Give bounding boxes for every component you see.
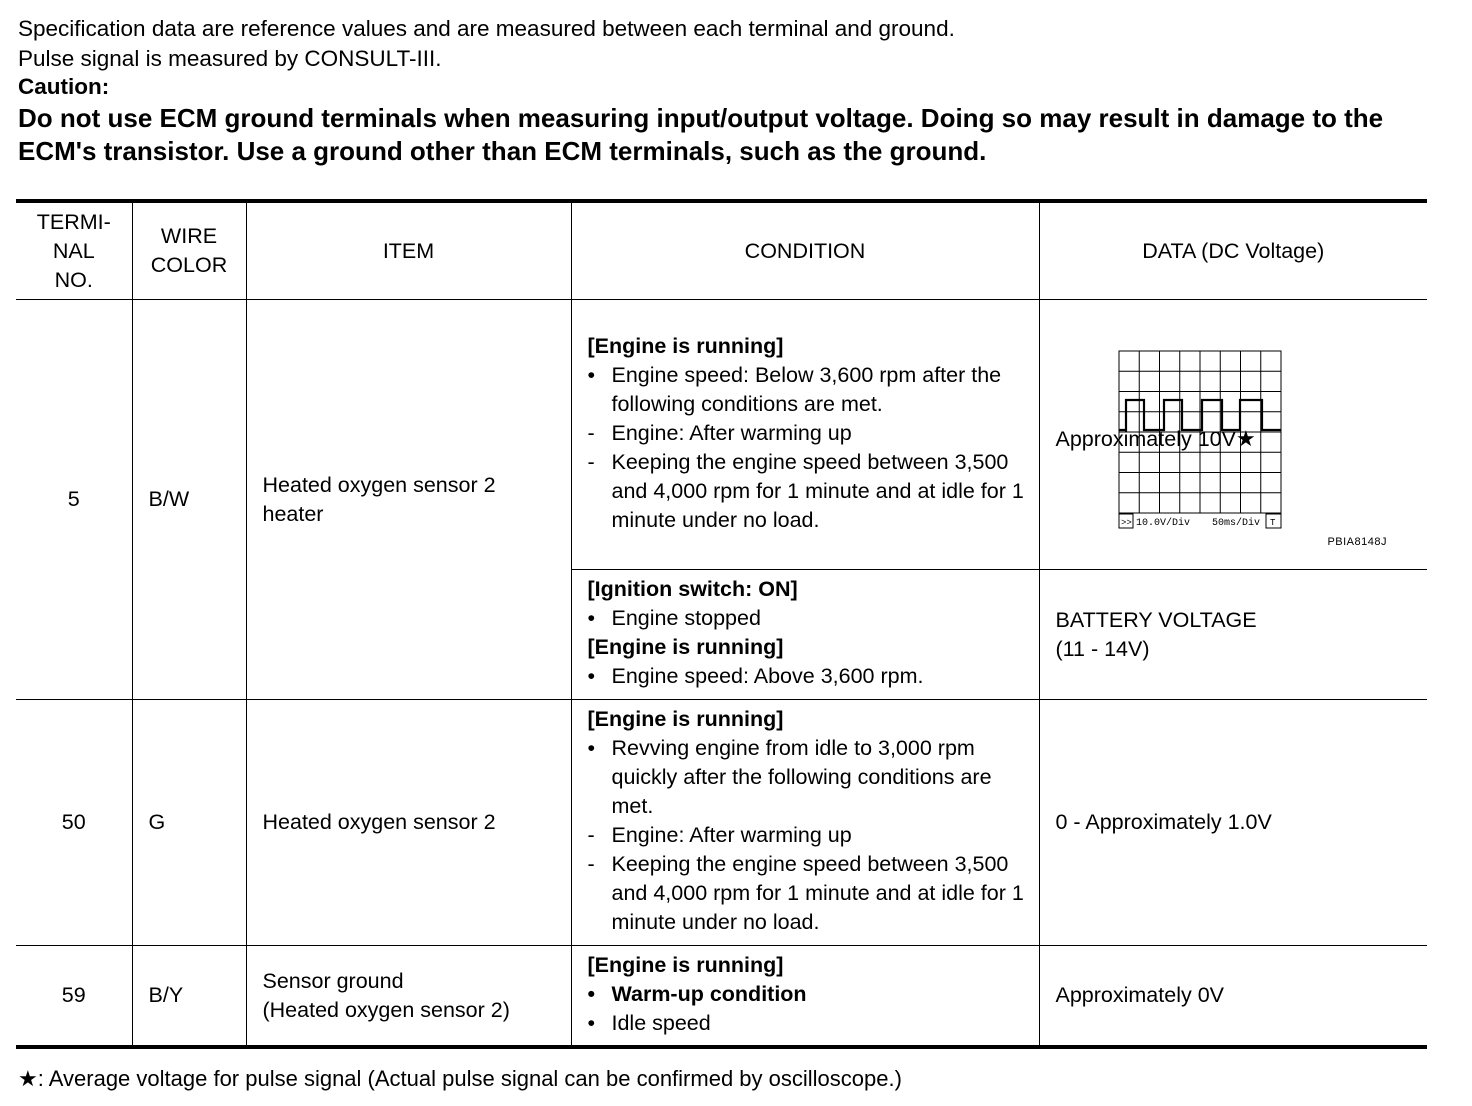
condition-header: [Engine is running] bbox=[587, 635, 784, 659]
condition-cell bbox=[571, 570, 1039, 700]
data-cell bbox=[1039, 300, 1427, 570]
item-line: (Heated oxygen sensor 2) bbox=[262, 997, 510, 1022]
data-value: Approximately 10V★ bbox=[1055, 426, 1256, 451]
item-line: heater bbox=[262, 501, 324, 526]
condition-subitem: - Keeping the engine speed between 3,500 and 4,000 rpm for 1 minute and at idle for 1 minute under no load. bbox=[587, 449, 1024, 532]
table-header-row bbox=[16, 201, 1427, 300]
svg-text:>>: >> bbox=[1120, 518, 1132, 528]
table-row bbox=[16, 300, 1427, 570]
condition-header: [Engine is running] bbox=[587, 952, 784, 977]
caution-label: Caution: bbox=[18, 74, 110, 99]
header-terminal: TERMI- NAL NO. bbox=[16, 201, 132, 300]
table-row bbox=[16, 946, 1427, 1048]
item-line: Heated oxygen sensor 2 bbox=[262, 472, 496, 497]
data-cell bbox=[1039, 570, 1427, 700]
condition-bullet: • Warm-up condition bbox=[587, 981, 807, 1006]
wire-color: B/Y bbox=[132, 946, 246, 1048]
item-line: Sensor ground bbox=[262, 968, 404, 993]
intro-notes bbox=[18, 14, 1438, 168]
condition-cell bbox=[571, 300, 1039, 570]
footnote bbox=[18, 1064, 902, 1094]
condition-subitem: - Keeping the engine speed between 3,500 and 4,000 rpm for 1 minute and at idle for 1 minute under no load. bbox=[587, 852, 1024, 934]
data-cell: 0 - Approximately 1.0V bbox=[1039, 700, 1427, 946]
footnote-text: : Average voltage for pulse signal (Actual pulse signal can be confirmed by oscilloscope.) bbox=[37, 1066, 902, 1091]
condition-bullet: • Engine speed: Below 3,600 rpm after the following conditions are met. bbox=[587, 362, 1002, 416]
condition-bullet: • Revving engine from idle to 3,000 rpm quickly after the following conditions are met. bbox=[587, 736, 992, 818]
terminal-no: 59 bbox=[16, 946, 132, 1048]
terminal-no: 5 bbox=[16, 300, 132, 700]
svg-text:T: T bbox=[1269, 518, 1275, 528]
item-cell: Heated oxygen sensor 2 bbox=[246, 700, 571, 946]
star-icon: ★ bbox=[1235, 426, 1256, 451]
condition-subitem: - Engine: After warming up bbox=[587, 823, 852, 847]
ecm-terminal-table bbox=[16, 199, 1427, 1049]
item-cell bbox=[246, 300, 571, 700]
scope-volts-per-div: 10.0V/Div bbox=[1135, 518, 1190, 529]
condition-bullet: • Engine stopped bbox=[587, 606, 761, 630]
header-wire-color: WIRE COLOR bbox=[132, 201, 246, 300]
header-condition: CONDITION bbox=[571, 201, 1039, 300]
star-icon: ★ bbox=[18, 1066, 38, 1091]
header-item: ITEM bbox=[246, 201, 571, 300]
header-data: DATA (DC Voltage) bbox=[1039, 201, 1427, 300]
condition-header: [Engine is running] bbox=[587, 707, 784, 731]
condition-subitem: - Engine: After warming up bbox=[587, 420, 852, 445]
wire-color: B/W bbox=[132, 300, 246, 700]
condition-bullet: • Engine speed: Above 3,600 rpm. bbox=[587, 664, 924, 688]
data-cell: Approximately 0V bbox=[1039, 946, 1427, 1048]
wire-color: G bbox=[132, 700, 246, 946]
data-value: (11 - 14V) bbox=[1055, 636, 1150, 661]
condition-cell bbox=[571, 700, 1039, 946]
table-row bbox=[16, 700, 1427, 946]
data-value: BATTERY VOLTAGE bbox=[1055, 607, 1257, 632]
scope-time-per-div: 50ms/Div bbox=[1211, 518, 1260, 529]
terminal-no: 50 bbox=[16, 700, 132, 946]
condition-header: [Engine is running] bbox=[587, 333, 784, 358]
condition-bullet: • Idle speed bbox=[587, 1010, 711, 1035]
condition-cell bbox=[571, 946, 1039, 1048]
figure-id: PBIA8148J bbox=[1327, 536, 1387, 548]
item-cell bbox=[246, 946, 571, 1048]
spec-note: Specification data are reference values and are measured between each terminal and ground. bbox=[18, 16, 955, 41]
oscilloscope-waveform bbox=[1118, 350, 1284, 532]
pulse-note: Pulse signal is measured by CONSULT-III. bbox=[18, 46, 442, 71]
caution-text: Do not use ECM ground terminals when measuring input/output voltage. Doing so may result in damage to the ECM's transistor. Use a ground other than ECM terminals, such as the ground. bbox=[18, 103, 1384, 166]
condition-header: [Ignition switch: ON] bbox=[587, 577, 798, 601]
